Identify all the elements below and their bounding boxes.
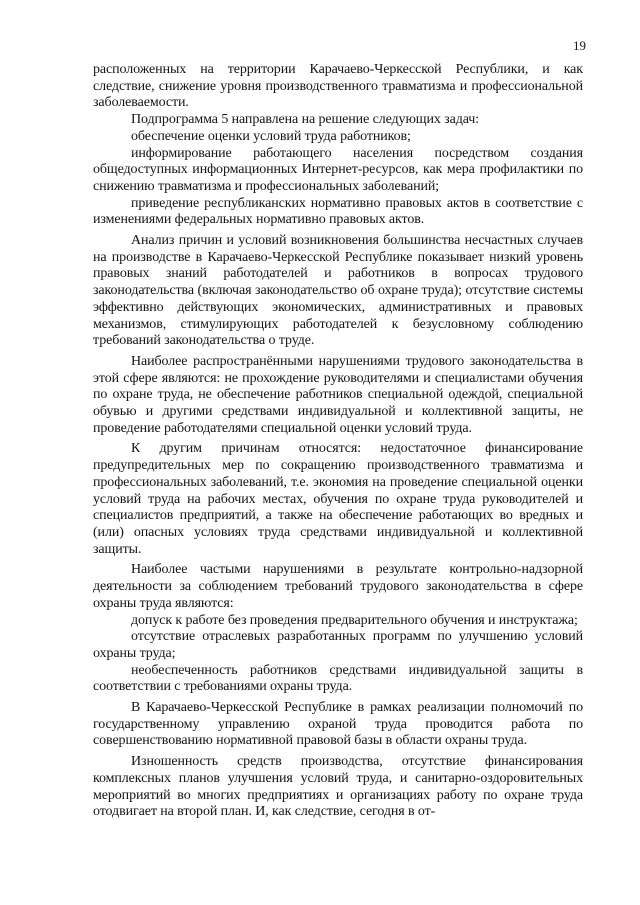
paragraph: допуск к работе без проведения предварительного обучения и инструктажа; xyxy=(131,612,578,628)
page-number: 19 xyxy=(573,38,586,53)
body-text xyxy=(93,62,583,821)
paragraph: К другим причинам относятся: недостаточное финансирование предупредительных мер по сокращению производственного травматизма и профессиональных заболеваний, т.е. экономия на проведение специальной оценки условий труда на рабочих местах, обучения по охране труда руководителей и специалистов предприятий, а также на обеспечение работающих во вредных и (или) опасных условиях труда средствами индивидуальной и коллективной защиты. xyxy=(93,441,583,557)
paragraph: Изношенность средств производства, отсутствие финансирования комплексных планов улучшения условий труда, и санитарно-оздоровительных мероприятий во многих предприятиях и организациях работу по охране труда отодвигает на второй план. И, как следствие, сегодня в от- xyxy=(93,754,583,820)
paragraph: Наиболее распространёнными нарушениями трудового законодательства в этой сфере являются: не прохождение руководителями и специалистами обучения по охране труда, не обеспечение работников специальной одеждой, специальной обувью и другими средствами индивидуальной и коллективной защиты, не проведение работодателями специальной оценки условий труда. xyxy=(93,353,583,436)
paragraph: отсутствие отраслевых разработанных программ по улучшению условий охраны труда; xyxy=(93,629,583,661)
paragraph: Подпрограмма 5 направлена на решение следующих задач: xyxy=(131,112,480,128)
paragraph: обеспечение оценки условий труда работников; xyxy=(131,128,411,144)
paragraph: В Карачаево-Черкесской Республике в рамках реализации полномочий по государственному управлению охраной труда проводится работа по совершенствованию нормативной правовой базы в области охраны труда. xyxy=(93,700,583,749)
paragraph: расположенных на территории Карачаево-Черкесской Республики, и как следствие, снижение уровня производственного травматизма и профессиональной заболеваемости. xyxy=(93,62,583,111)
paragraph: Наиболее частыми нарушениями в результате контрольно-надзорной деятельности за соблюдением требований трудового законодательства в сфере охраны труда являются: xyxy=(93,562,583,611)
paragraph: Анализ причин и условий возникновения большинства несчастных случаев на производстве в Карачаево-Черкесской Республике показывает низкий уровень правовых знаний работодателей и работников в вопросах трудового законодательства (включая законодательство об охране труда); отсутствие системы эффективно действующих экономических, административных и правовых механизмов, стимулирующих работодателей к безусловному соблюдению требований законодательства о труде. xyxy=(93,233,583,349)
paragraph: информирование работающего населения посредством создания общедоступных информационных Интернет-ресурсов, как мера профилактики по снижению травматизма и профессиональных заболеваний; xyxy=(93,145,583,194)
paragraph: приведение республиканских нормативно правовых актов в соответствие с изменениями федеральных нормативно правовых актов. xyxy=(93,195,583,228)
paragraph: необеспеченность работников средствами индивидуальной защиты в соответствии с требованиями охраны труда. xyxy=(93,662,583,695)
